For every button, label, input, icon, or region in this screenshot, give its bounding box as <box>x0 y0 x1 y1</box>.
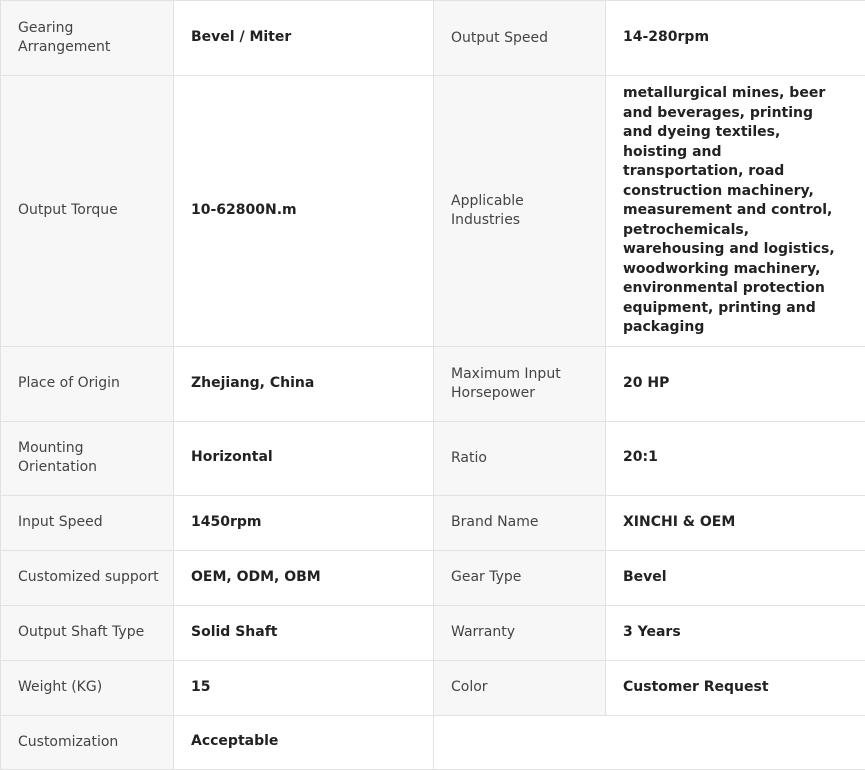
spec-value: 20:1 <box>606 421 865 495</box>
spec-label: Weight (KG) <box>1 660 174 715</box>
spec-label: Warranty <box>434 605 606 660</box>
spec-label: Input Speed <box>1 495 174 550</box>
table-row <box>1 605 865 660</box>
table-row <box>1 76 865 347</box>
spec-label: Color <box>434 660 606 715</box>
spec-label: Ratio <box>434 421 606 495</box>
spec-label: Output Torque <box>1 76 174 347</box>
spec-value: metallurgical mines, beer and beverages, printing and dyeing textiles, hoisting and transportation, road construction machinery, measurement and control, petrochemicals, warehousing and logistics, woodworking machinery, environmental protection equipment, printing and packaging <box>606 76 865 347</box>
table-row <box>1 550 865 605</box>
table-row <box>1 660 865 715</box>
table-row <box>1 715 865 769</box>
spec-value: 15 <box>174 660 434 715</box>
spec-value: 10-62800N.m <box>174 76 434 347</box>
table-row <box>1 1 865 76</box>
spec-label: Gearing Arrangement <box>1 1 174 76</box>
spec-value: Bevel <box>606 550 865 605</box>
spec-value: OEM, ODM, OBM <box>174 550 434 605</box>
spec-value: Solid Shaft <box>174 605 434 660</box>
spec-label: Maximum Input Horsepower <box>434 346 606 421</box>
spec-label: Applicable Industries <box>434 76 606 347</box>
spec-value: Bevel / Miter <box>174 1 434 76</box>
table-row <box>1 346 865 421</box>
spec-label: Mounting Orientation <box>1 421 174 495</box>
spec-label: Place of Origin <box>1 346 174 421</box>
spec-value: 14-280rpm <box>606 1 865 76</box>
spec-value: 20 HP <box>606 346 865 421</box>
spec-value: 1450rpm <box>174 495 434 550</box>
spec-table-body <box>1 1 865 770</box>
spec-value: 3 Years <box>606 605 865 660</box>
spec-value: Customer Request <box>606 660 865 715</box>
spec-value: Zhejiang, China <box>174 346 434 421</box>
spec-value: Acceptable <box>174 715 434 769</box>
spec-label: Brand Name <box>434 495 606 550</box>
spec-value: XINCHI & OEM <box>606 495 865 550</box>
spec-value: Horizontal <box>174 421 434 495</box>
spec-label: Customization <box>1 715 174 769</box>
spec-label: Output Speed <box>434 1 606 76</box>
empty-cell <box>434 715 865 769</box>
spec-label: Output Shaft Type <box>1 605 174 660</box>
spec-label: Gear Type <box>434 550 606 605</box>
spec-label: Customized support <box>1 550 174 605</box>
table-row <box>1 421 865 495</box>
table-row <box>1 495 865 550</box>
